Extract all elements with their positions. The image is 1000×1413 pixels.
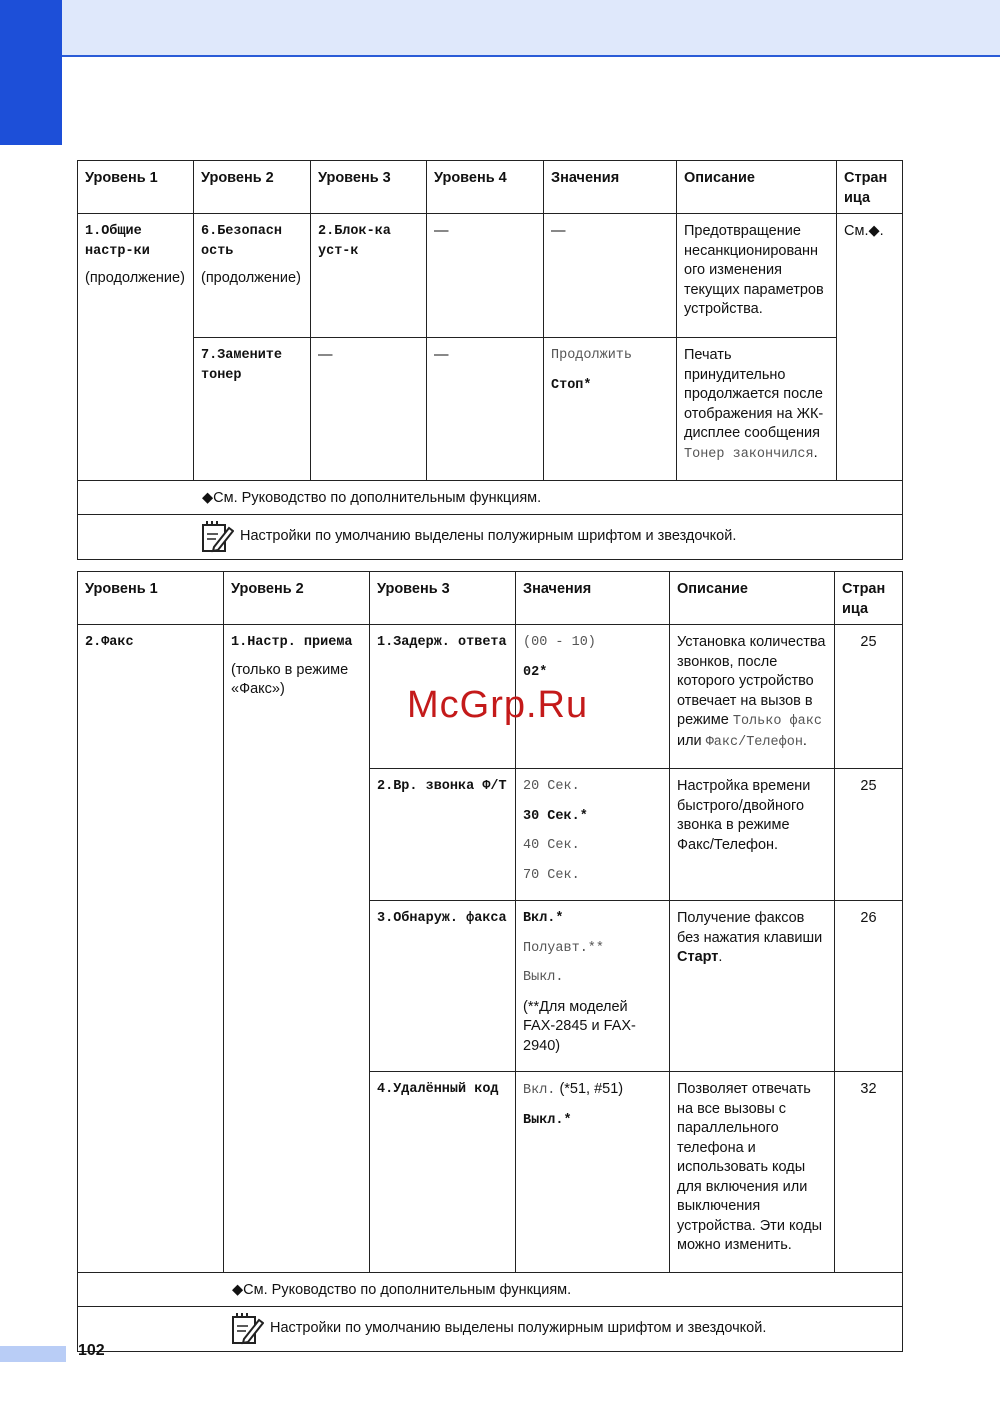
period: . <box>718 949 723 965</box>
dash: — <box>434 223 449 239</box>
header-level3: Уровень 3 <box>370 572 516 625</box>
description-remote-code: Позволяет отвечать на все вызовы с параллельного телефона и использовать коды для включения или выключения устройства. Эти коды можно изменить. <box>677 1081 823 1253</box>
chapter-tab <box>0 0 62 145</box>
page-ref: 25 <box>860 778 877 794</box>
level2-security: 6.Безопасн ость <box>201 224 283 259</box>
header-level2: Уровень 2 <box>194 161 311 214</box>
period: . <box>813 444 818 461</box>
fax-mode-only-note: (только в режиме «Факс») <box>231 661 349 697</box>
continued-label: (продолжение) <box>201 270 301 286</box>
header-description: Описание <box>670 572 835 625</box>
continued-label: (продолжение) <box>85 270 185 286</box>
models-note: (**Для моделей FAX-2845 и FAX-2940) <box>523 998 636 1054</box>
level3-fax-detect: 3.Обнаруж. факса <box>377 911 507 926</box>
value-semi: Полуавт.** <box>523 940 605 956</box>
header-level1: Уровень 1 <box>78 572 224 625</box>
remote-codes: (*51, #51) <box>559 1081 624 1097</box>
toner-message: Тонер закончился <box>684 446 814 462</box>
footer-band <box>0 1346 66 1362</box>
value-off: Выкл. <box>523 970 564 985</box>
level3-ring-delay: 1.Задерж. ответа <box>377 635 507 650</box>
header-level1: Уровень 1 <box>78 161 194 214</box>
value-continue: Продолжить <box>551 348 633 363</box>
description-lock: Предотвращение несанкционированн ого изменения текущих параметров устройства. <box>684 223 824 317</box>
value-20s: 20 Сек. <box>523 779 580 794</box>
level3-lock: 2.Блок-ка уст-к <box>318 224 391 259</box>
level3-remote-code: 4.Удалённый код <box>377 1082 499 1097</box>
description-ring-time: Настройка времени быстрого/двойного звонка в режиме Факс/Телефон. <box>677 778 811 853</box>
page-ref: 25 <box>860 634 877 650</box>
value-range: (00 - 10) <box>523 635 596 650</box>
settings-table-general <box>77 160 903 560</box>
page-number: 102 <box>78 1342 105 1359</box>
header-page: Стран ица <box>837 161 903 214</box>
mode-fax-tel: Факс/Телефон <box>705 734 803 750</box>
header-description: Описание <box>677 161 837 214</box>
level1-general: 1.Общие настр-ки <box>85 224 150 259</box>
or-text: или <box>677 732 702 749</box>
header-band <box>0 0 1000 57</box>
default-settings-note: Настройки по умолчанию выделены полужирным шрифтом и звездочкой. <box>240 527 737 544</box>
default-settings-note: Настройки по умолчанию выделены полужирным шрифтом и звездочкой. <box>270 1319 767 1336</box>
dash: — <box>434 347 449 363</box>
value-on: Вкл.* <box>523 911 564 926</box>
page-ref: 26 <box>860 910 877 926</box>
period: . <box>802 732 807 749</box>
dash: — <box>551 223 566 239</box>
value-off: Выкл.* <box>523 1112 572 1128</box>
page-ref: 32 <box>860 1081 877 1097</box>
header-level4: Уровень 4 <box>427 161 544 214</box>
page-ref-see: См.◆. <box>844 223 884 239</box>
footnote: ◆См. Руководство по дополнительным функциям. <box>232 1282 572 1298</box>
value-stop: Стоп* <box>551 377 592 393</box>
level1-fax: 2.Факс <box>85 635 134 650</box>
start-key: Старт <box>677 949 719 965</box>
level2-replace-toner: 7.Замените тонер <box>201 348 283 383</box>
header-level3: Уровень 3 <box>311 161 427 214</box>
value-40s: 40 Сек. <box>523 838 580 853</box>
note-pencil-icon <box>230 1312 264 1346</box>
description-ring-delay: Установка количества звонков, после которого устройство отвечает на вызов в режиме <box>677 634 826 728</box>
value-default: 02* <box>523 664 548 680</box>
description-toner: Печать принудительно продолжается после отображения на ЖК-дисплее сообщения <box>684 347 824 441</box>
header-values: Значения <box>544 161 677 214</box>
note-pencil-icon <box>200 520 234 554</box>
header-page: Стран ица <box>835 572 903 625</box>
footnote: ◆См. Руководство по дополнительным функциям. <box>202 490 542 506</box>
mode-fax-only: Только факс <box>732 714 822 729</box>
value-30s: 30 Сек.* <box>523 808 588 824</box>
level2-receive-setup: 1.Настр. приема <box>231 635 353 650</box>
header-level2: Уровень 2 <box>224 572 370 625</box>
dash: — <box>318 347 333 363</box>
watermark: McGrp.Ru <box>407 684 589 726</box>
value-on: Вкл. <box>523 1083 556 1098</box>
description-fax-detect: Получение факсов без нажатия клавиши <box>677 910 823 946</box>
value-70s: 70 Сек. <box>523 867 580 883</box>
level3-ring-time: 2.Вр. звонка Ф/Т <box>377 779 507 794</box>
header-values: Значения <box>516 572 670 625</box>
